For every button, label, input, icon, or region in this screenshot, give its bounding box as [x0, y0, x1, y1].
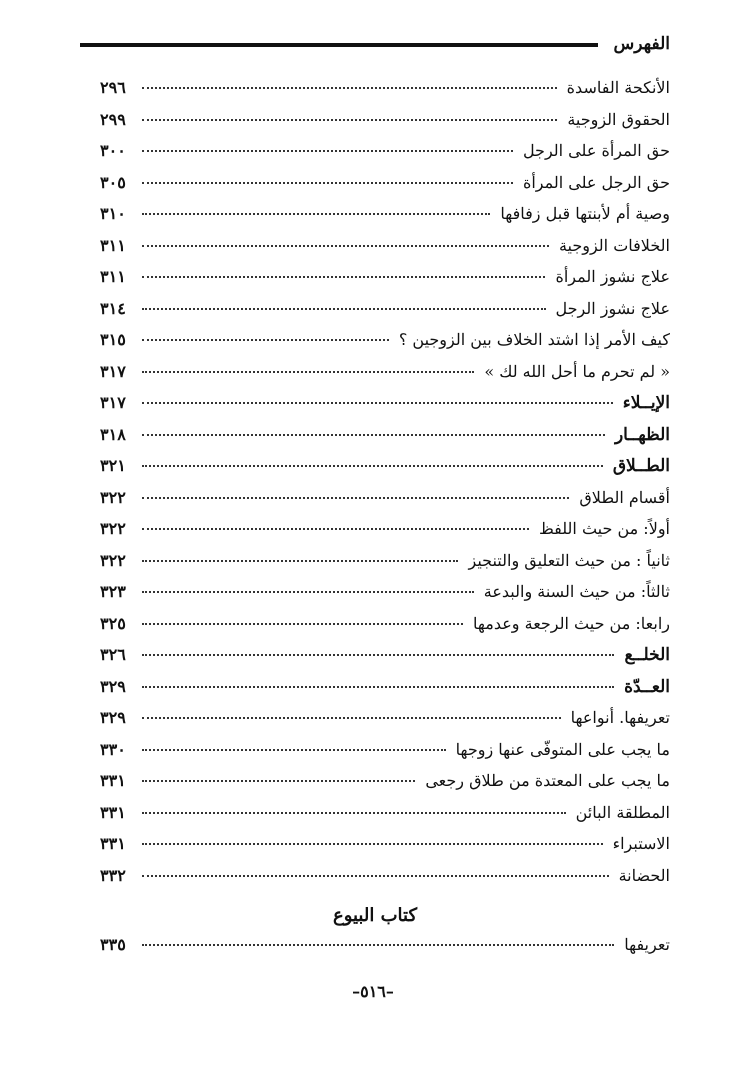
dot-leader — [142, 780, 415, 782]
dot-leader — [142, 371, 474, 373]
toc-entry-page: ٣٢٢ — [100, 550, 126, 570]
toc-entry — [100, 803, 670, 835]
toc-entry-page: ٢٩٦ — [100, 78, 126, 97]
toc-entry-page: ٣٢٥ — [100, 613, 126, 633]
toc-entry-page: ٣٢٦ — [100, 645, 126, 664]
section-title: كتاب البيوع — [332, 905, 418, 926]
toc-entry — [100, 488, 670, 520]
toc-entry-page: ٣١٧ — [100, 393, 126, 412]
toc-entry-page: ٣١٧ — [100, 361, 126, 381]
toc-entry — [100, 330, 670, 362]
toc-entry — [100, 362, 670, 394]
toc-entry-title: ما يجب على المتوفّى عنها زوجها — [455, 739, 670, 759]
toc-entry-title: أقسام الطلاق — [579, 487, 670, 507]
toc-entry — [100, 740, 670, 772]
toc-entry-page: ٣٢٩ — [100, 676, 126, 696]
toc-entry-title: العــدّة — [624, 676, 670, 697]
dot-leader — [142, 119, 557, 121]
toc-entry-title: كيف الأمر إذا اشتد الخلاف بين الزوجين ؟ — [398, 330, 670, 349]
toc-entry — [100, 141, 670, 173]
dot-leader — [142, 150, 513, 152]
toc-entry-title: تعريفها — [624, 935, 670, 954]
dot-leader — [142, 402, 613, 404]
toc-entry-title: ثانياً : من حيث التعليق والتنجيز — [468, 550, 670, 570]
toc-entry — [100, 582, 670, 614]
dot-leader — [142, 87, 557, 89]
page-header — [80, 34, 670, 58]
toc-entry-title: الإيــلاء — [622, 393, 670, 413]
dot-leader — [142, 686, 614, 688]
toc-entry-title: علاج نشوز المرأة — [555, 267, 670, 286]
toc-entry-page: ٣١٥ — [100, 330, 126, 349]
dot-leader — [142, 875, 609, 877]
dot-leader — [142, 528, 529, 530]
toc-entry-page: ٣٢١ — [100, 456, 126, 475]
toc-entry-page: ٣٢٣ — [100, 582, 126, 601]
dot-leader — [142, 434, 605, 436]
toc-entry-page: ٣٣٥ — [100, 935, 126, 954]
toc-entry-page: ٣١٠ — [100, 204, 126, 223]
dot-leader — [142, 276, 545, 278]
dot-leader — [142, 308, 546, 310]
toc-entry-title: ثالثاً: من حيث السنة والبدعة — [483, 582, 670, 601]
toc-entry-title: أولاً: من حيث اللفظ — [538, 519, 670, 538]
header-title: الفهرس — [613, 34, 670, 54]
dot-leader — [142, 717, 561, 719]
dot-leader — [142, 591, 474, 593]
toc-entry — [100, 267, 670, 299]
page-number: –٥١٦– — [352, 982, 394, 1001]
dot-leader — [142, 497, 569, 499]
toc-entry — [100, 551, 670, 583]
toc-entry — [100, 708, 670, 740]
toc-entry — [100, 645, 670, 677]
dot-leader — [142, 623, 463, 625]
dot-leader — [142, 843, 603, 845]
toc-entry-title: الحضانة — [618, 865, 670, 885]
toc-entry-page: ٣٣٠ — [100, 739, 126, 759]
section-entries — [100, 935, 670, 967]
toc-entry-title: حق الرجل على المرأة — [522, 172, 670, 192]
toc-entry-page: ٣٣٢ — [100, 865, 126, 885]
dot-leader — [142, 465, 603, 467]
toc-entry-page: ٣٢٩ — [100, 708, 126, 727]
toc-entry-page: ٣٠٥ — [100, 172, 126, 192]
toc-entry-title: الحقوق الزوجية — [567, 109, 670, 129]
toc-entry — [100, 173, 670, 205]
toc-entry — [100, 771, 670, 803]
toc-entry-page: ٣٢٢ — [100, 487, 126, 507]
toc-entry-title: رابعا: من حيث الرجعة وعدمها — [473, 613, 670, 633]
toc-entry-page: ٣١٨ — [100, 424, 126, 444]
toc-entries — [100, 78, 670, 897]
toc-entry-page: ٣١١ — [100, 235, 126, 255]
toc-entry — [100, 866, 670, 898]
dot-leader — [142, 654, 614, 656]
dot-leader — [142, 944, 614, 946]
dot-leader — [142, 213, 490, 215]
toc-entry-page: ٣٠٠ — [100, 141, 126, 160]
toc-entry — [100, 393, 670, 425]
toc-entry-title: الاستبراء — [612, 834, 670, 853]
dot-leader — [142, 560, 458, 562]
toc-entry-title: الظهــار — [614, 424, 670, 445]
toc-entry-page: ٣١٤ — [100, 298, 126, 318]
toc-entry-title: المطلقة البائن — [575, 802, 670, 822]
toc-entry-title: الخلــع — [624, 645, 670, 665]
toc-entry — [100, 204, 670, 236]
dot-leader — [142, 812, 566, 814]
toc-entry-page: ٣١١ — [100, 267, 126, 286]
toc-entry-title: ما يجب على المعتدة من طلاق رجعى — [425, 771, 670, 790]
toc-entry-page: ٣٣١ — [100, 771, 126, 790]
toc-entry-title: « لم تحرم ما أحل الله لك » — [484, 361, 670, 381]
header-rule — [80, 43, 598, 47]
dot-leader — [142, 245, 549, 247]
toc-entry — [100, 299, 670, 331]
toc-entry — [100, 456, 670, 488]
dot-leader — [142, 749, 446, 751]
toc-entry — [100, 834, 670, 866]
toc-entry — [100, 236, 670, 268]
toc-entry-title: علاج نشوز الرجل — [555, 298, 670, 318]
toc-entry-title: حق المرأة على الرجل — [522, 141, 670, 160]
dot-leader — [142, 182, 513, 184]
toc-entry — [100, 425, 670, 457]
table-of-contents — [100, 78, 670, 967]
toc-entry — [100, 519, 670, 551]
toc-entry — [100, 677, 670, 709]
toc-entry-title: تعريفها. أنواعها — [570, 708, 670, 727]
toc-entry-title: الخلافات الزوجية — [558, 235, 670, 255]
toc-entry-title: وصية أم لأبنتها قبل زفافها — [500, 204, 670, 223]
toc-entry-page: ٣٢٢ — [100, 519, 126, 538]
toc-entry — [100, 935, 670, 967]
toc-entry — [100, 78, 670, 110]
toc-entry — [100, 110, 670, 142]
toc-entry-page: ٣٣١ — [100, 802, 126, 822]
dot-leader — [142, 339, 389, 341]
toc-entry-title: الطــلاق — [612, 456, 670, 476]
toc-entry — [100, 614, 670, 646]
toc-entry-title: الأنكحة الفاسدة — [566, 78, 670, 97]
toc-entry-page: ٢٩٩ — [100, 109, 126, 129]
toc-entry-page: ٣٣١ — [100, 834, 126, 853]
